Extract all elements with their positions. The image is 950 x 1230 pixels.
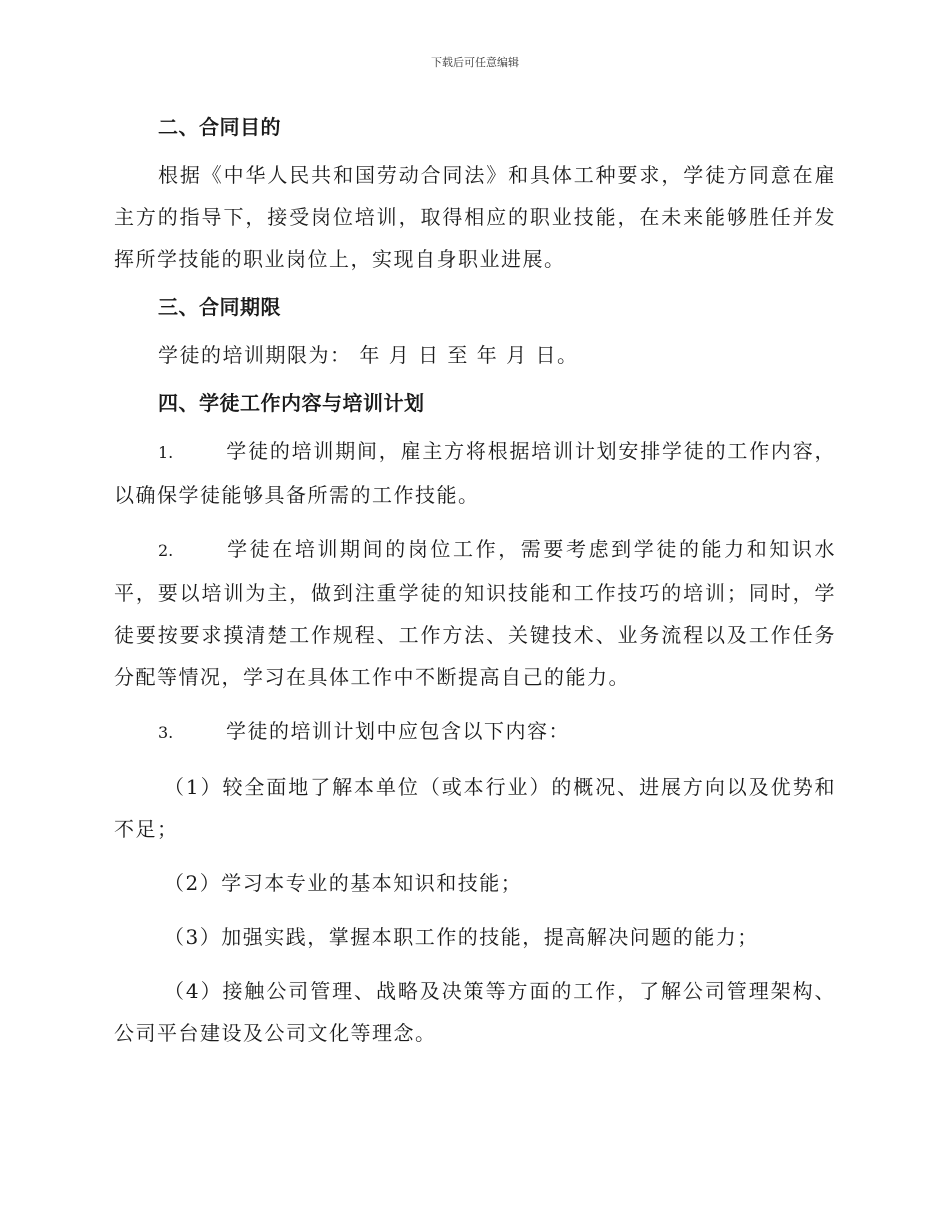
sub-item: （2）学习本专业的基本知识和技能； [164, 871, 523, 895]
item-text: 学徒的培训期间，雇主方将根据培训计划安排学徒的工作内容，以确保学徒能够具备所需的工作技能。 [114, 439, 836, 507]
document-body [114, 112, 836, 1066]
numbered-item [114, 710, 836, 754]
item-text: 学徒在培训期间的岗位工作，需要考虑到学徒的能力和知识水平，要以培训为主，做到注重学徒的知识技能和工作技巧的培训；同时，学徒要按要求摸清楚工作规程、工作方法、关键技术、业务流程以及工作任务分配等情况，学习在具体工作中不断提高自己的能力。 [114, 537, 836, 689]
page-header-note: 下载后可任意编辑 [431, 56, 519, 69]
section-heading-term: 三、合同期限 [158, 295, 281, 319]
item-number: 1. [158, 443, 174, 462]
item-number: 2. [158, 541, 174, 560]
sub-item: （3）加强实践，掌握本职工作的技能，提高解决问题的能力； [164, 925, 759, 949]
numbered-item [114, 430, 836, 516]
section-body-purpose: 根据《中华人民共和国劳动合同法》和具体工种要求，学徒方同意在雇主方的指导下，接受岗位培训，取得相应的职业技能，在未来能够胜任并发挥所学技能的职业岗位上，实现自身职业进展。 [114, 163, 836, 271]
item-text: 学徒的培训计划中应包含以下内容： [226, 719, 570, 743]
sub-item: （1）较全面地了解本单位（或本行业）的概况、进展方向以及优势和不足； [114, 775, 836, 841]
section-heading-purpose: 二、合同目的 [158, 115, 281, 139]
section-body-term: 学徒的培训期限为： 年 月 日 至 年 月 日。 [158, 343, 579, 367]
item-number: 3. [158, 723, 174, 742]
sub-item: （4）接触公司管理、战略及决策等方面的工作，了解公司管理架构、公司平台建设及公司文化等理念。 [114, 979, 836, 1045]
numbered-item [114, 528, 836, 698]
section-heading-training: 四、学徒工作内容与培训计划 [158, 391, 425, 415]
